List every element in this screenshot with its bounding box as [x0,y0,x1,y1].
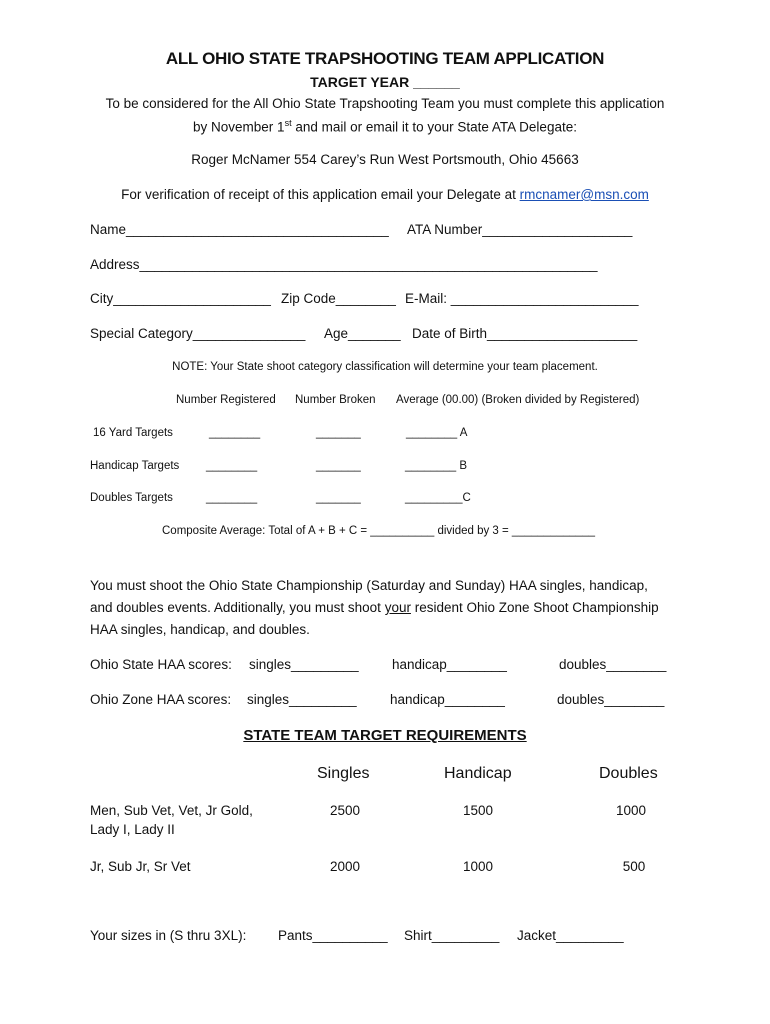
req-header-doubles: Doubles [599,765,658,782]
state-handicap-field[interactable]: handicap________ [392,657,507,672]
requirements-title: STATE TEAM TARGET REQUIREMENTS [243,727,527,744]
championship-line-2 [90,600,659,615]
championship-line-2-pre: and doubles events. Additionally, you must shoot [90,600,385,615]
row-doubles-label: Doubles Targets [90,492,173,504]
col-average: Average (00.00) (Broken divided by Registered) [396,394,640,406]
row-handicap-registered[interactable]: ________ [206,460,258,472]
col-number-registered: Number Registered [176,394,276,406]
req-header-handicap: Handicap [444,765,512,782]
zone-haa-label: Ohio Zone HAA scores: [90,692,232,707]
championship-line-1: You must shoot the Ohio State Championship (Saturday and Sunday) HAA singles, handicap, [90,578,648,593]
col-number-broken: Number Broken [295,394,376,406]
verification-line [0,187,770,202]
req-header-singles: Singles [317,765,370,782]
ata-number-field[interactable]: ATA Number____________________ [407,222,633,237]
state-singles-field[interactable]: singles_________ [249,657,359,672]
special-category-field[interactable]: Special Category_______________ [90,326,306,341]
req-row-2-doubles: 500 [622,859,646,874]
req-row-1-doubles: 1000 [615,803,647,818]
intro-line-2-post: and mail or email it to your State ATA Delegate: [291,119,577,135]
page-title: ALL OHIO STATE TRAPSHOOTING TEAM APPLICATION [165,49,605,68]
zone-singles-field[interactable]: singles_________ [247,692,357,707]
intro-line-2-pre: by November 1 [193,119,285,135]
championship-line-2-post: resident Ohio Zone Shoot Championship [410,600,659,615]
req-row-1-handicap: 1500 [462,803,494,818]
req-row-1-label-line-1: Men, Sub Vet, Vet, Jr Gold, [90,803,253,818]
row-16-yard-broken[interactable]: _______ [316,427,361,439]
row-doubles-average[interactable]: _________C [405,492,471,504]
address-field[interactable]: Address_____________________________________________________________ [90,257,598,272]
row-doubles-broken[interactable]: _______ [316,492,361,504]
zone-handicap-field[interactable]: handicap________ [390,692,505,707]
zone-doubles-field[interactable]: doubles________ [557,692,665,707]
req-row-1-singles: 2500 [329,803,361,818]
city-field[interactable]: City_____________________ [90,291,271,306]
req-row-2-handicap: 1000 [462,859,494,874]
state-haa-label: Ohio State HAA scores: [90,657,232,672]
jacket-size-field[interactable]: Jacket_________ [517,928,624,943]
delegate-address: Roger McNamer 554 Carey’s Run West Portsmouth, Ohio 45663 [191,152,579,167]
row-handicap-average[interactable]: ________ B [405,460,468,472]
delegate-email-link[interactable]: rmcnamer@msn.com [519,187,649,202]
req-row-1-label-line-2: Lady I, Lady II [90,822,175,837]
age-field[interactable]: Age_______ [324,326,401,341]
email-field[interactable]: E-Mail: _________________________ [405,291,639,306]
req-row-2-singles: 2000 [329,859,361,874]
composite-average-line[interactable]: Composite Average: Total of A + B + C = __________ divided by 3 = _____________ [162,525,596,537]
shirt-size-field[interactable]: Shirt_________ [404,928,500,943]
zip-code-field[interactable]: Zip Code________ [281,291,396,306]
championship-line-3: HAA singles, handicap, and doubles. [90,622,310,637]
row-handicap-broken[interactable]: _______ [316,460,361,472]
row-16-yard-label: 16 Yard Targets [93,427,173,439]
intro-line-2-sup: st [284,118,292,128]
row-doubles-registered[interactable]: ________ [206,492,258,504]
row-16-yard-registered[interactable]: ________ [209,427,261,439]
row-handicap-label: Handicap Targets [90,460,180,472]
req-row-2-label-line-1: Jr, Sub Jr, Sr Vet [90,859,191,874]
name-field[interactable]: Name___________________________________ [90,222,389,237]
intro-line-2 [0,118,770,135]
row-16-yard-average[interactable]: ________ A [406,427,468,439]
target-year-field[interactable]: TARGET YEAR ______ [310,74,460,90]
intro-line-1: To be considered for the All Ohio State Trapshooting Team you must complete this application [105,96,665,111]
date-of-birth-field[interactable]: Date of Birth____________________ [412,326,638,341]
category-note: NOTE: Your State shoot category classification will determine your team placement. [172,361,598,373]
state-doubles-field[interactable]: doubles________ [559,657,667,672]
verification-text: For verification of receipt of this application email your Delegate at [121,187,520,202]
championship-line-2-emphasis: your [384,600,411,615]
pants-size-field[interactable]: Pants__________ [278,928,388,943]
sizes-label: Your sizes in (S thru 3XL): [90,928,247,943]
